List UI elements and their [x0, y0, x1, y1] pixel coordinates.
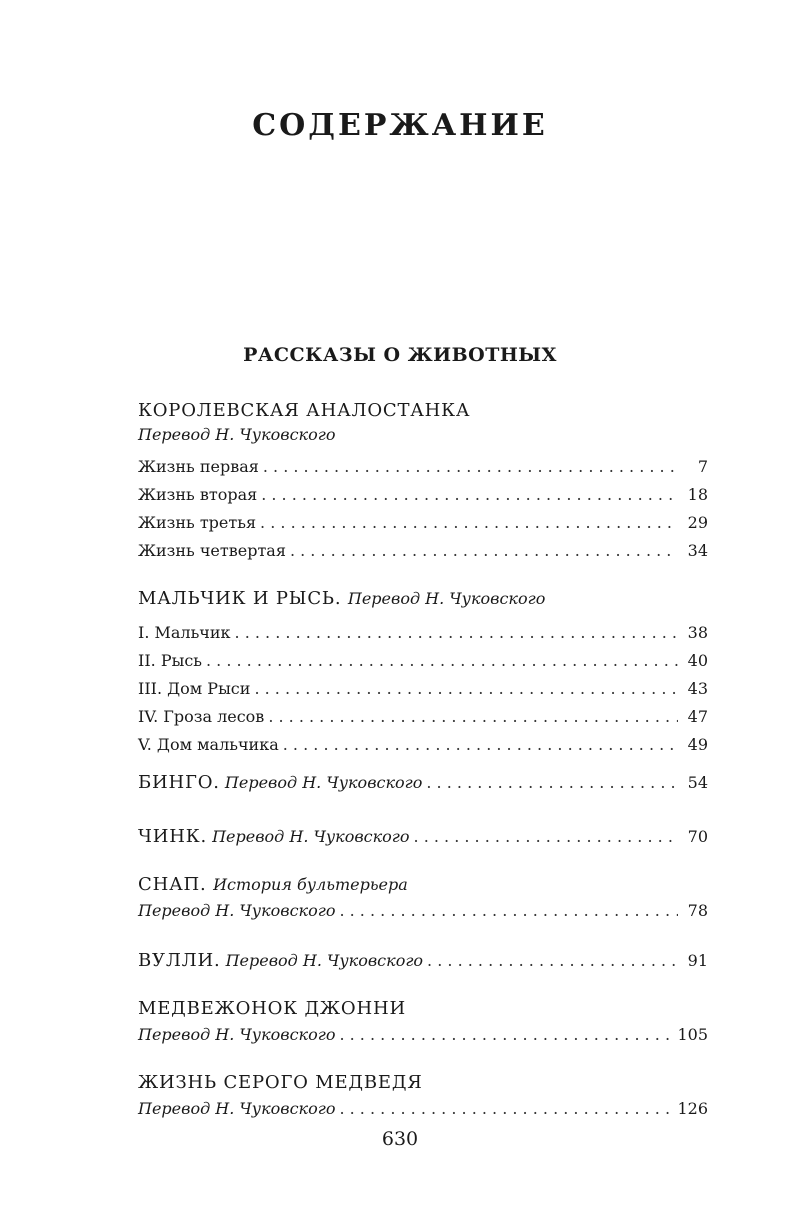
toc-row[interactable] [138, 537, 708, 565]
page-ref: 91 [687, 951, 708, 970]
toc-entry-grizzly [138, 1071, 708, 1123]
story-subtitle: История бультерьера [213, 875, 408, 894]
story-title: БИНГО. [138, 772, 220, 793]
toc-row[interactable] [138, 1095, 708, 1123]
page-title: СОДЕРЖАНИЕ [252, 108, 548, 143]
dot-leader [206, 647, 678, 675]
toc-row[interactable] [138, 619, 708, 647]
story-title: МАЛЬЧИК И РЫСЬ. [138, 588, 342, 609]
toc-entry-johnny-bear [138, 997, 708, 1049]
page-ref: 7 [697, 457, 708, 476]
chapter-label: Жизнь первая [138, 457, 259, 476]
entry-text [138, 823, 410, 851]
toc-row[interactable] [138, 509, 708, 537]
story-heading [138, 873, 708, 897]
toc-entry-royal-analostan [138, 399, 708, 565]
translator-credit: Перевод Н. Чуковского [212, 827, 410, 846]
dot-leader [339, 897, 678, 925]
dot-leader [427, 947, 678, 975]
page-ref: 70 [687, 827, 708, 846]
toc-row[interactable] [138, 703, 708, 731]
page-ref: 78 [687, 901, 708, 920]
dot-leader [283, 731, 678, 759]
translator-credit: Перевод Н. Чуковского [224, 773, 423, 792]
entry-text [138, 947, 423, 975]
dot-leader [339, 1095, 673, 1123]
chapter-label: I. Мальчик [138, 623, 231, 642]
translator-credit: Перевод Н. Чуковского [347, 589, 546, 608]
dot-leader [414, 823, 678, 851]
toc-row[interactable] [138, 647, 708, 675]
translator-credit: Перевод Н. Чуковского [138, 425, 336, 444]
page-ref: 40 [687, 651, 708, 670]
chapter-label: V. Дом мальчика [138, 735, 279, 754]
dot-leader [261, 481, 678, 509]
translator-credit: Перевод Н. Чуковского [138, 901, 336, 920]
story-title: ВУЛЛИ. [138, 950, 221, 971]
dot-leader [263, 453, 678, 481]
story-heading [138, 587, 708, 611]
toc-row[interactable] [138, 481, 708, 509]
page-ref: 105 [677, 1025, 708, 1044]
chapter-label: Жизнь четвертая [138, 541, 286, 560]
page-number: 630 [381, 1128, 419, 1150]
dot-leader [290, 537, 678, 565]
toc-row[interactable] [138, 731, 708, 759]
translator-credit: Перевод Н. Чуковского [138, 1025, 336, 1044]
page-ref: 29 [687, 513, 708, 532]
entry-text [138, 769, 422, 797]
dot-leader [254, 675, 678, 703]
story-title: ЧИНК. [138, 826, 207, 847]
page-ref: 38 [687, 623, 708, 642]
page-ref: 47 [687, 707, 708, 726]
page-ref: 43 [687, 679, 708, 698]
chapter-label: IV. Гроза лесов [138, 707, 265, 726]
dot-leader [235, 619, 678, 647]
chapter-label: Жизнь вторая [138, 485, 258, 504]
dot-leader [339, 1021, 673, 1049]
dot-leader [426, 769, 678, 797]
story-title: СНАП. [138, 874, 207, 895]
story-title: КОРОЛЕВСКАЯ АНАЛОСТАНКА [138, 400, 471, 421]
toc-row[interactable] [138, 1021, 708, 1049]
toc-row[interactable] [138, 897, 708, 925]
translator-credit: Перевод Н. Чуковского [225, 951, 424, 970]
toc-entry-woolly[interactable] [138, 947, 708, 975]
translator-credit: Перевод Н. Чуковского [138, 1099, 336, 1118]
toc-entry-boy-and-lynx [138, 587, 708, 759]
chapter-label: II. Рысь [138, 651, 202, 670]
section-heading: РАССКАЗЫ О ЖИВОТНЫХ [243, 344, 557, 366]
toc-row[interactable] [138, 675, 708, 703]
story-title: ЖИЗНЬ СЕРОГО МЕДВЕДЯ [138, 1072, 423, 1093]
toc-entry-snap [138, 873, 708, 925]
dot-leader [268, 703, 678, 731]
toc-entry-bingo[interactable] [138, 769, 708, 797]
chapter-label: Жизнь третья [138, 513, 257, 532]
page-ref: 54 [687, 773, 708, 792]
toc-row[interactable] [138, 453, 708, 481]
toc-entry-chink[interactable] [138, 823, 708, 851]
page-ref: 49 [687, 735, 708, 754]
dot-leader [260, 509, 678, 537]
page-ref: 34 [687, 541, 708, 560]
page-ref: 126 [677, 1099, 708, 1118]
chapter-label: III. Дом Рыси [138, 679, 251, 698]
table-of-contents [138, 399, 708, 1123]
page-ref: 18 [687, 485, 708, 504]
story-title: МЕДВЕЖОНОК ДЖОННИ [138, 998, 406, 1019]
